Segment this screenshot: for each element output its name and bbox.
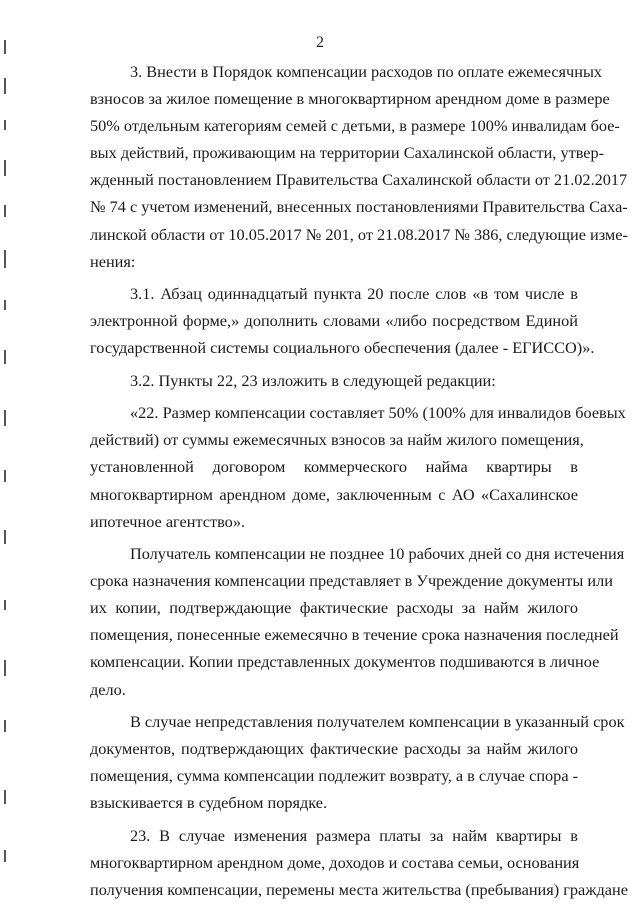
text-line: 3.1. Абзац одиннадцатый пункта 20 после слов «в том числе в (130, 284, 578, 303)
text-line: взносов за жилое помещение в многоквартирном арендном доме в размере (90, 89, 610, 108)
text-line: Получатель компенсации не позднее 10 рабочих дней со дня истечения (130, 544, 625, 563)
text-line: их копии, подтверждающие фактические расходы за найм жилого (90, 598, 578, 617)
text-line: «22. Размер компенсации составляет 50% (100% для инвалидов боевых (130, 403, 626, 422)
text-line: В случае непредставления получателем компенсации в указанный срок (130, 712, 625, 731)
text-line: помещения, понесенные ежемесячно в течение срока назначения последней (90, 625, 619, 644)
text-line: компенсации. Копии представленных документов подшиваются в личное (90, 652, 600, 671)
text-line: документов, подтверждающих фактические расходы за найм жилого (90, 739, 578, 758)
text-line: установленной договором коммерческого найма квартиры в (90, 457, 578, 476)
text-line: нения: (90, 252, 136, 271)
text-line: 3. Внести в Порядок компенсации расходов по оплате ежемесячных (130, 62, 603, 81)
text-line: жденный постановлением Правительства Сахалинской области от 21.02.2017 (90, 170, 628, 189)
text-line: 50% отдельным категориям семей с детьми, в размере 100% инвалидам бое- (90, 116, 620, 135)
scan-edge-marks (4, 0, 6, 905)
page-number: 2 (316, 34, 324, 51)
text-line: линской области от 10.05.2017 № 201, от 21.08.2017 № 386, следующие изме- (90, 225, 628, 244)
text-line: дело. (90, 680, 126, 699)
text-line: электронной форме,» дополнить словами «либо посредством Единой (90, 311, 578, 330)
text-line: многоквартирном арендном доме, заключенным с АО «Сахалинское (90, 485, 578, 504)
text-line: вых действий, проживающим на территории Сахалинской области, утвер- (90, 143, 605, 162)
text-line: действий) от суммы ежемесячных взносов за найм жилого помещения, (90, 430, 584, 449)
text-line: 23. В случае изменения размера платы за найм квартиры в (130, 826, 578, 845)
text-line: ипотечное агентство». (90, 512, 246, 531)
text-line: взыскивается в судебном порядке. (90, 793, 328, 812)
text-line: 3.2. Пункты 22, 23 изложить в следующей редакции: (130, 371, 496, 390)
text-line: помещения, сумма компенсации подлежит возврату, а в случае спора - (90, 766, 579, 785)
text-line: срока назначения компенсации представляет в Учреждение документы или (90, 571, 613, 590)
text-line: государственной системы социального обеспечения (далее - ЕГИССО)». (90, 338, 595, 357)
text-line: многоквартирном арендном доме, доходов и состава семьи, основания (90, 853, 580, 872)
text-line: получения компенсации, перемены места жительства (пребывания) граждане (90, 880, 628, 899)
text-line: № 74 с учетом изменений, внесенных постановлениями Правительства Саха- (90, 197, 628, 216)
